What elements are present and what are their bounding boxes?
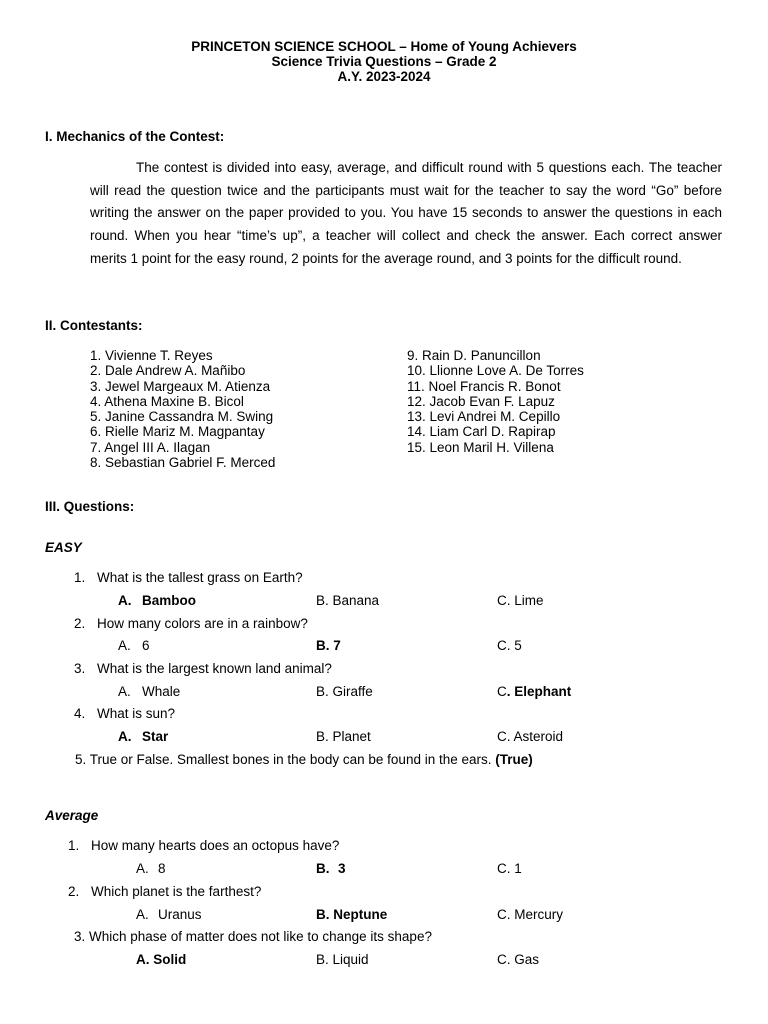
- question-text: How many colors are in a rainbow?: [97, 616, 308, 631]
- contestant-name: 9. Rain D. Panuncillon: [407, 348, 541, 363]
- choice-a: 8: [158, 861, 166, 876]
- choice-b: B. Giraffe: [316, 684, 373, 699]
- question-number: 2.: [68, 884, 80, 899]
- question-text: Which planet is the farthest?: [91, 884, 262, 899]
- easy-round-title: EASY: [45, 540, 82, 555]
- choice-a-letter: A.: [118, 593, 132, 608]
- question-number: 1.: [68, 838, 80, 853]
- question-text: 3. Which phase of matter does not like to change its shape?: [74, 929, 432, 944]
- contestant-name: 8. Sebastian Gabriel F. Merced: [90, 455, 276, 471]
- choice-a-answer: A. Solid: [136, 952, 187, 967]
- choice-c-text: . Elephant: [506, 684, 572, 699]
- choice-c-answer: [497, 684, 571, 699]
- contestant-name: 6. Rielle Mariz M. Magpantay: [90, 424, 265, 440]
- choice-c: C. Mercury: [497, 907, 564, 922]
- true-false-question: [75, 752, 533, 767]
- contestant-name: 2. Dale Andrew A. Mañibo: [90, 363, 246, 379]
- choice-a-answer: Bamboo: [142, 593, 196, 608]
- choice-b-answer: 3: [338, 861, 346, 876]
- choice-a: Whale: [142, 684, 181, 699]
- question-text: How many hearts does an octopus have?: [91, 838, 340, 853]
- choice-a-answer: Star: [142, 729, 169, 744]
- choice-b: B. Banana: [316, 593, 380, 608]
- question-number: 4.: [74, 706, 86, 721]
- contestant-name: 7. Angel III A. Ilagan: [90, 439, 211, 455]
- contestant-name: 15. Leon Maril H. Villena: [407, 439, 554, 455]
- choice-a-letter: A.: [118, 729, 132, 744]
- choice-a-letter: A.: [136, 907, 149, 922]
- questions-heading: III. Questions:: [45, 499, 135, 514]
- choice-a-letter: A.: [118, 638, 131, 653]
- choice-a-letter: A.: [136, 861, 149, 876]
- choice-b: B. Planet: [316, 729, 371, 744]
- school-title: PRINCETON SCIENCE SCHOOL – Home of Young Achievers: [191, 39, 577, 54]
- choice-b-answer: B. 7: [316, 638, 341, 653]
- choice-c: C. Lime: [497, 593, 544, 608]
- choice-b-letter: B.: [316, 861, 330, 876]
- mechanics-heading: I. Mechanics of the Contest:: [45, 129, 225, 144]
- contestant-name: 12. Jacob Evan F. Lapuz: [407, 393, 555, 409]
- question-text: 5. True or False. Smallest bones in the body can be found in the ears.: [75, 752, 492, 767]
- average-round-title: Average: [45, 808, 99, 823]
- choice-c: C. Asteroid: [497, 729, 564, 744]
- academic-year: A.Y. 2023-2024: [337, 69, 431, 84]
- contestant-name: 1. Vivienne T. Reyes: [90, 348, 213, 363]
- question-text: What is sun?: [97, 706, 176, 721]
- document-subtitle: Science Trivia Questions – Grade 2: [271, 54, 497, 69]
- contestant-name: 5. Janine Cassandra M. Swing: [90, 409, 274, 425]
- choice-c: C. 1: [497, 861, 522, 876]
- choice-a: Uranus: [158, 907, 202, 922]
- contestants-heading: II. Contestants:: [45, 318, 143, 333]
- contestants-column-2: [407, 348, 584, 455]
- question-text: What is the tallest grass on Earth?: [97, 570, 303, 585]
- contestant-name: 4. Athena Maxine B. Bicol: [90, 393, 244, 409]
- mechanics-paragraph: The contest is divided into easy, average, and difficult round with 5 questions each. The teacher will read the question twice and the participants must wait for the teacher to say the word “Go” before writing the answer on the paper provided to you. You have 15 seconds to answer the questions in each round. When you hear “time’s up”, a teacher will collect and check the answer. Each correct answer merits 1 point for the easy round, 2 points for the average round, and 3 points for the difficult round.: [90, 160, 722, 266]
- tf-answer: (True): [495, 752, 533, 767]
- contestants-column-1: [90, 348, 275, 470]
- choice-b-answer: B. Neptune: [316, 907, 388, 922]
- question-number: 3.: [74, 661, 86, 676]
- choice-c-letter: C: [497, 684, 507, 699]
- choice-a: 6: [142, 638, 150, 653]
- choice-b: B. Liquid: [316, 952, 369, 967]
- contestant-name: 10. Llionne Love A. De Torres: [407, 363, 584, 379]
- question-number: 1.: [74, 570, 86, 585]
- contestant-name: 13. Levi Andrei M. Cepillo: [407, 409, 561, 425]
- question-number: 2.: [74, 616, 86, 631]
- contestant-name: 14. Liam Carl D. Rapirap: [407, 424, 556, 440]
- choice-c: C. Gas: [497, 952, 540, 967]
- question-text: What is the largest known land animal?: [97, 661, 332, 676]
- choice-a-letter: A.: [118, 684, 131, 699]
- choice-c: C. 5: [497, 638, 522, 653]
- contestant-name: 11. Noel Francis R. Bonot: [407, 378, 561, 394]
- contestant-name: 3. Jewel Margeaux M. Atienza: [90, 378, 271, 394]
